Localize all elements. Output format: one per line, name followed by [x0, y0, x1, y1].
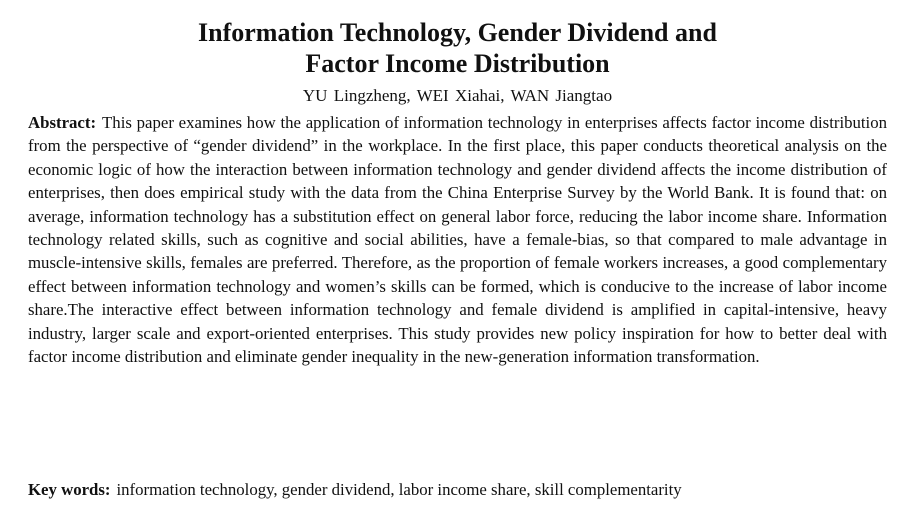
abstract-text: This paper examines how the application of information technology in enterprises affects factor income distribution from the perspective of “gender dividend” in the workplace. In the first place, this paper conducts theoretical analysis on the economic logic of how the interaction between information technology and gender dividend affects the income distribution of enterprises, then does empirical study with the data from the China Enterprise Survey by the World Bank. It is found that: on average, information technology has a substitution effect on general labor force, reducing the labor income share. Information technology related skills, such as cognitive and social abilities, have a female-bias, so that compared to male advantage in muscle-intensive skills, females are preferred. Therefore, as the proportion of female workers increases, a good complementary effect between information technology and women’s skills can be formed, which is conducive to the increase of labor income share.The interactive effect between information technology and female dividend is amplified in capital-intensive, heavy industry, larger scale and export-oriented enterprises. This study provides new policy inspiration for how to better deal with factor income distribution and eliminate gender inequality in the new-generation information transformation. — [28, 113, 887, 367]
paper-title-line-1: Information Technology, Gender Dividend and — [198, 18, 717, 47]
abstract-paragraph — [28, 111, 887, 368]
paper-title — [28, 17, 887, 79]
paper-title-line-2: Factor Income Distribution — [305, 49, 610, 78]
abstract-label: Abstract: — [28, 113, 97, 132]
keywords-label: Key words: — [28, 480, 111, 499]
keywords-line — [28, 478, 682, 501]
keywords-text: information technology, gender dividend, labor income share, skill complementarity — [116, 480, 682, 499]
paper-authors: YU Lingzheng, WEI Xiahai, WAN Jiangtao — [302, 86, 613, 105]
